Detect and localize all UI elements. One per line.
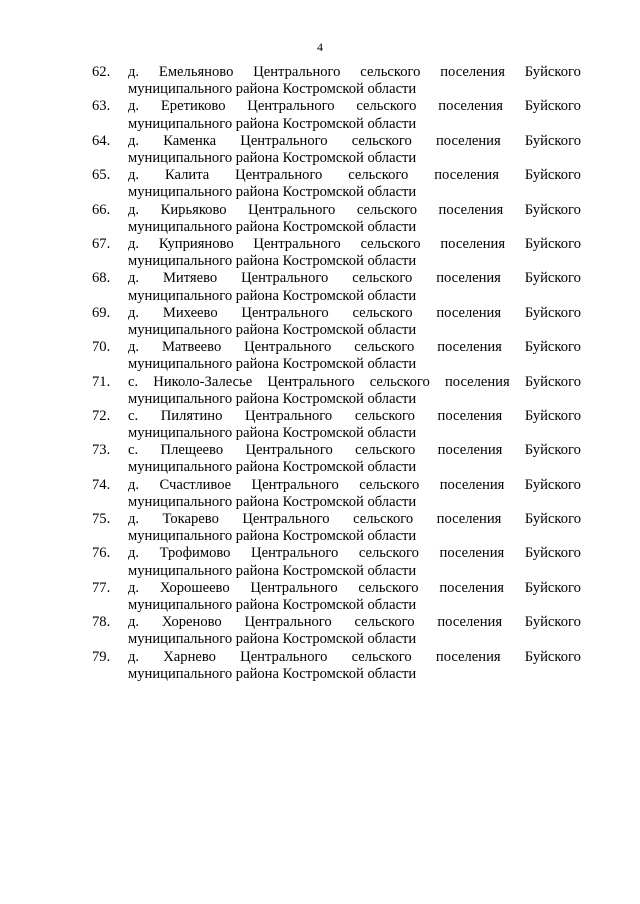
item-first-line: [128, 580, 581, 597]
item-word: поселения: [440, 64, 505, 80]
item-word: Центрального: [251, 545, 339, 562]
item-word: Центрального: [240, 132, 328, 149]
item-word: сельского: [358, 545, 419, 562]
item-second-line: муниципального района Костромской области: [128, 425, 417, 442]
item-word: д.: [128, 132, 140, 149]
item-word: Центрального: [250, 579, 338, 596]
item-first-line: [128, 408, 581, 425]
item-word: сельского: [369, 373, 430, 390]
item-second-line: муниципального района Костромской области: [128, 459, 417, 476]
item-word: поселения: [435, 132, 501, 149]
item-number: 72.: [92, 407, 111, 424]
item-second-line: муниципального района Костромской области: [128, 597, 417, 614]
item-word: д.: [128, 167, 140, 184]
item-word: д.: [128, 270, 140, 287]
item-second-line: муниципального района Костромской области: [128, 81, 417, 98]
item-word: Плещеево: [160, 442, 224, 459]
item-second-line: муниципального района Костромской области: [128, 253, 417, 270]
item-word: Центрального: [244, 339, 332, 356]
item-word: Кирьяково: [160, 201, 227, 218]
item-number: 68.: [92, 270, 111, 287]
item-second-line: муниципального района Костромской области: [128, 390, 417, 407]
list-item: [0, 270, 640, 304]
item-number: 78.: [92, 614, 111, 631]
item-first-line: [128, 202, 581, 219]
item-word: Буйского: [524, 614, 581, 631]
item-word: Центрального: [240, 648, 328, 665]
item-word: д.: [128, 476, 140, 493]
list-item: [0, 545, 640, 579]
item-word: д.: [128, 511, 140, 528]
item-word: Токарево: [162, 511, 219, 528]
item-word: Буйского: [524, 407, 581, 424]
item-number: 67.: [92, 235, 111, 252]
list-item: [0, 339, 640, 373]
list-item: [0, 98, 640, 132]
item-word: Центрального: [242, 511, 330, 528]
item-word: Центрального: [247, 98, 335, 115]
list-item: [0, 408, 640, 442]
item-word: сельского: [351, 132, 412, 149]
item-second-line: муниципального района Костромской области: [128, 562, 417, 579]
item-word: Митяево: [162, 270, 218, 287]
item-second-line: муниципального района Костромской области: [128, 528, 417, 545]
item-number: 76.: [92, 545, 111, 562]
item-word: поселения: [435, 648, 501, 665]
item-word: Центрального: [241, 304, 329, 321]
item-first-line: [128, 305, 581, 322]
item-word: сельского: [360, 235, 421, 252]
settlement-list: [0, 64, 640, 683]
item-word: сельского: [355, 442, 416, 459]
item-word: д.: [128, 304, 140, 321]
list-item: [0, 442, 640, 476]
list-item: [0, 511, 640, 545]
item-word: Хорошеево: [159, 579, 230, 596]
item-word: поселения: [444, 373, 510, 390]
item-word: поселения: [439, 545, 505, 562]
item-second-line: муниципального района Костромской области: [128, 356, 417, 373]
item-first-line: [128, 511, 581, 528]
item-word: Калита: [164, 167, 210, 184]
item-word: д.: [128, 235, 140, 252]
list-item: [0, 580, 640, 614]
item-second-line: муниципального района Костромской области: [128, 184, 417, 201]
item-word: сельского: [360, 64, 421, 80]
item-first-line: [128, 614, 581, 631]
list-item: [0, 133, 640, 167]
item-word: поселения: [437, 407, 503, 424]
item-word: д.: [128, 579, 140, 596]
item-second-line: муниципального района Костромской области: [128, 493, 417, 510]
item-first-line: [128, 64, 581, 81]
item-word: поселения: [439, 579, 505, 596]
list-item: [0, 305, 640, 339]
item-word: Пилятино: [160, 407, 223, 424]
item-second-line: муниципального района Костромской области: [128, 115, 417, 132]
item-first-line: [128, 236, 581, 253]
item-word: Еретиково: [160, 98, 226, 115]
item-word: Буйского: [524, 648, 581, 665]
item-word: д.: [128, 614, 140, 631]
item-word: сельского: [353, 511, 414, 528]
item-first-line: [128, 133, 581, 150]
item-word: сельского: [352, 304, 413, 321]
item-word: Центрального: [244, 614, 332, 631]
item-word: Буйского: [524, 579, 581, 596]
item-word: поселения: [434, 167, 499, 184]
item-number: 79.: [92, 648, 111, 665]
item-word: с.: [128, 442, 139, 459]
item-word: сельского: [359, 476, 420, 493]
list-item: [0, 202, 640, 236]
item-word: Буйского: [524, 511, 581, 528]
page-number: 4: [317, 40, 323, 54]
item-number: 70.: [92, 339, 111, 356]
list-item: [0, 167, 640, 201]
item-number: 62.: [92, 64, 111, 80]
list-item: [0, 614, 640, 648]
item-word: поселения: [437, 614, 503, 631]
item-word: Харнево: [163, 648, 216, 665]
item-word: Буйского: [524, 476, 581, 493]
item-word: поселения: [436, 304, 502, 321]
list-item: [0, 64, 640, 98]
item-word: сельского: [356, 98, 417, 115]
item-word: поселения: [436, 270, 501, 287]
item-word: сельского: [356, 201, 417, 218]
item-word: Центрального: [241, 270, 329, 287]
item-word: Буйского: [524, 442, 581, 459]
item-word: д.: [128, 98, 140, 115]
item-word: Счастливое: [159, 476, 232, 493]
item-word: Буйского: [524, 235, 581, 252]
list-item: [0, 374, 640, 408]
item-first-line: [128, 374, 581, 391]
item-word: поселения: [436, 511, 502, 528]
item-second-line: муниципального района Костромской области: [128, 665, 417, 682]
item-word: сельского: [352, 270, 413, 287]
item-number: 66.: [92, 201, 111, 218]
item-number: 73.: [92, 442, 111, 459]
item-word: поселения: [438, 201, 504, 218]
item-word: сельского: [354, 339, 415, 356]
item-word: сельского: [354, 407, 415, 424]
item-first-line: [128, 98, 581, 115]
item-number: 77.: [92, 579, 111, 596]
item-first-line: [128, 477, 581, 494]
item-word: Хореново: [161, 614, 222, 631]
item-number: 71.: [92, 373, 111, 390]
item-number: 63.: [92, 98, 111, 115]
item-word: поселения: [437, 339, 502, 356]
item-word: с.: [128, 407, 139, 424]
item-word: Буйского: [524, 339, 581, 356]
item-word: Буйского: [524, 98, 581, 115]
item-word: поселения: [438, 98, 503, 115]
item-number: 75.: [92, 511, 111, 528]
item-word: сельского: [348, 167, 409, 184]
item-number: 65.: [92, 167, 111, 184]
item-word: Буйского: [524, 167, 581, 184]
item-word: Каменка: [163, 132, 217, 149]
item-second-line: муниципального района Костромской области: [128, 321, 417, 338]
item-word: поселения: [440, 235, 506, 252]
item-first-line: [128, 442, 581, 459]
item-word: сельского: [358, 579, 419, 596]
item-word: поселения: [437, 442, 503, 459]
item-word: д.: [128, 545, 140, 562]
item-word: Буйского: [524, 545, 581, 562]
item-second-line: муниципального района Костромской области: [128, 218, 417, 235]
list-item: [0, 477, 640, 511]
item-word: Буйского: [524, 132, 581, 149]
item-first-line: [128, 270, 581, 287]
item-second-line: муниципального района Костромской области: [128, 631, 417, 648]
item-number: 69.: [92, 304, 111, 321]
item-word: Центрального: [251, 476, 339, 493]
item-number: 74.: [92, 476, 111, 493]
item-word: д.: [128, 648, 140, 665]
item-word: сельского: [354, 614, 415, 631]
item-word: с.: [128, 373, 139, 390]
item-word: Буйского: [524, 373, 581, 390]
item-word: Михеево: [162, 304, 218, 321]
item-word: Буйского: [524, 64, 581, 80]
item-word: д.: [128, 201, 140, 218]
item-word: Центрального: [245, 442, 333, 459]
item-word: Николо-Залесье: [153, 373, 253, 390]
item-word: Емельяново: [158, 64, 234, 80]
item-number: 64.: [92, 132, 111, 149]
item-word: Центрального: [253, 235, 341, 252]
item-word: Центрального: [267, 373, 355, 390]
item-word: Центрального: [248, 201, 336, 218]
item-word: Буйского: [524, 270, 581, 287]
item-word: д.: [128, 64, 140, 80]
item-second-line: муниципального района Костромской области: [128, 149, 417, 166]
item-word: Буйского: [524, 201, 581, 218]
item-word: Трофимово: [159, 545, 231, 562]
item-word: Центрального: [235, 167, 323, 184]
item-first-line: [128, 167, 581, 184]
item-word: Центрального: [253, 64, 341, 80]
item-word: сельского: [351, 648, 412, 665]
item-word: Куприяново: [158, 235, 234, 252]
item-word: Буйского: [524, 304, 581, 321]
item-word: Центрального: [244, 407, 333, 424]
item-first-line: [128, 649, 581, 666]
item-first-line: [128, 339, 581, 356]
list-item: [0, 649, 640, 683]
item-first-line: [128, 545, 581, 562]
list-item: [0, 236, 640, 270]
item-word: поселения: [439, 476, 505, 493]
item-word: Матвеево: [161, 339, 222, 356]
item-word: д.: [128, 339, 140, 356]
item-second-line: муниципального района Костромской области: [128, 287, 417, 304]
